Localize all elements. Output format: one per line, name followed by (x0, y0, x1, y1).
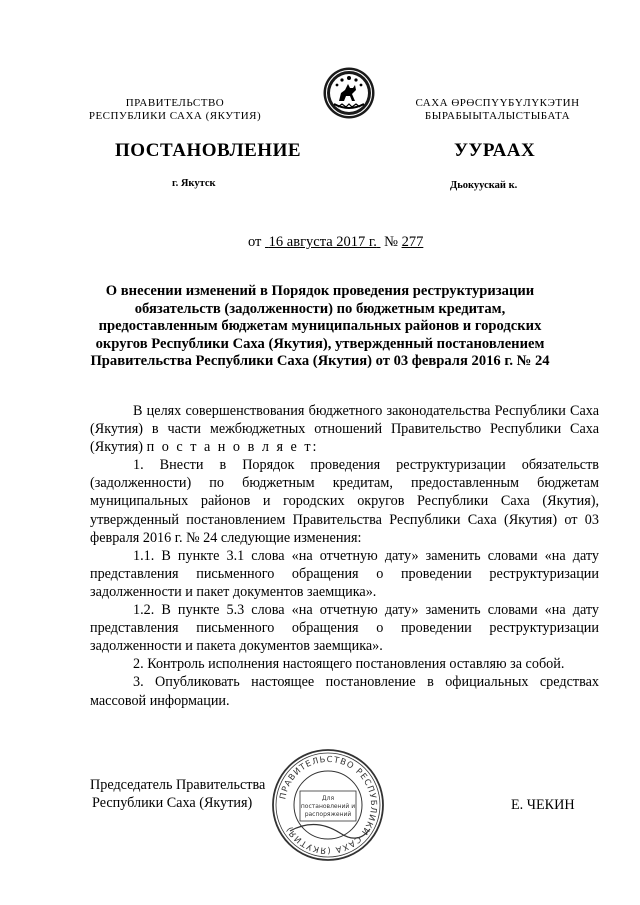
header-left-line1: ПРАВИТЕЛЬСТВО (125, 97, 225, 109)
signatory-name: Е. ЧЕКИН (511, 797, 575, 813)
document-body (90, 402, 599, 710)
paragraph-item-2: 2. Контроль исполнения настоящего постановления оставляю за собой. (133, 656, 565, 673)
coat-of-arms-icon (322, 66, 376, 120)
date-prefix: от (248, 234, 262, 250)
doc-type-left: ПОСТАНОВЛЕНИЕ (115, 140, 302, 161)
title-line: предоставленным бюджетам муниципальных районов и городских (98, 318, 542, 334)
stamp-ring-text: ПРАВИТЕЛЬСТВО РЕСПУБЛИКИ САХА (ЯКУТИЯ) (277, 753, 380, 857)
stamp-center-line1: Для (321, 795, 335, 802)
city-right: Дьокуускай к. (450, 180, 518, 191)
title-line: О внесении изменений в Порядок проведения реструктуризации (105, 283, 535, 299)
document-number: 277 (401, 234, 424, 250)
header-right-line2: БЫРАБЫЫТАЛЫСТЫБАТА (424, 110, 571, 122)
paragraph-intro: В целях совершенствования бюджетного законодательства Республики Саха (Якутия) в части межбюджетных отношений Правительство Республики Саха (Якутия) п о с т а н о в л я е т: (90, 403, 599, 456)
paragraph-item-1: 1. Внести в Порядок проведения реструктуризации обязательств (задолженности) по бюджетным кредитам, предоставленным бюджетам муниципальных районов и городских округов Республики Саха (Якутия), утвержденный постановлением Правительства Республики Саха (Якутия) от 03 февраля 2016 г. № 24 следующие изменения: (90, 457, 599, 546)
number-prefix: № (384, 234, 398, 250)
stamp-center-line2: постановлений и (300, 803, 356, 810)
header-right-line1: САХА ӨРӨСПҮҮБҮЛҮКЭТИН (415, 97, 580, 109)
date-line (248, 234, 423, 251)
paragraph-item-1-2: 1.2. В пункте 5.3 слова «на отчетную дату» заменить словами «на дату представления письменного обращения о проведении реструктуризации задолженности и пакета документов заемщика». (90, 602, 599, 655)
document-date: 16 августа 2017 г. (268, 234, 377, 250)
document-title (80, 283, 560, 371)
header-left-block (75, 97, 275, 123)
paragraph-item-1-1: 1.1. В пункте 3.1 слова «на отчетную дату» заменить словами «на дату представления письменного обращения о проведении реструктуризации задолженности и пакет документов заемщика». (90, 547, 599, 600)
city-left: г. Якутск (172, 178, 216, 189)
signatory-position-line1: Председатель Правительства (90, 777, 266, 793)
title-line: округов Республики Саха (Якутия), утвержденный постановлением (95, 335, 545, 352)
official-stamp (270, 747, 386, 863)
header-right-block (390, 97, 605, 123)
paragraph-item-3: 3. Опубликовать настоящее постановление в официальных средствах массовой информации. (90, 674, 599, 709)
resolves-word: п о с т а н о в л я е т: (146, 439, 319, 456)
title-line: Правительства Республики Саха (Якутия) от 03 февраля 2016 г. № 24 (90, 353, 550, 369)
title-line: обязательств (задолженности) по бюджетным кредитам, (134, 300, 506, 317)
signatory-position-line2: Республики Саха (Якутия) (92, 795, 253, 811)
stamp-center-line3: распоряжений (304, 811, 352, 818)
header-left-line2: РЕСПУБЛИКИ САХА (ЯКУТИЯ) (88, 110, 262, 122)
doc-type-right: УУРААХ (454, 140, 536, 161)
signatory-position (90, 776, 265, 812)
